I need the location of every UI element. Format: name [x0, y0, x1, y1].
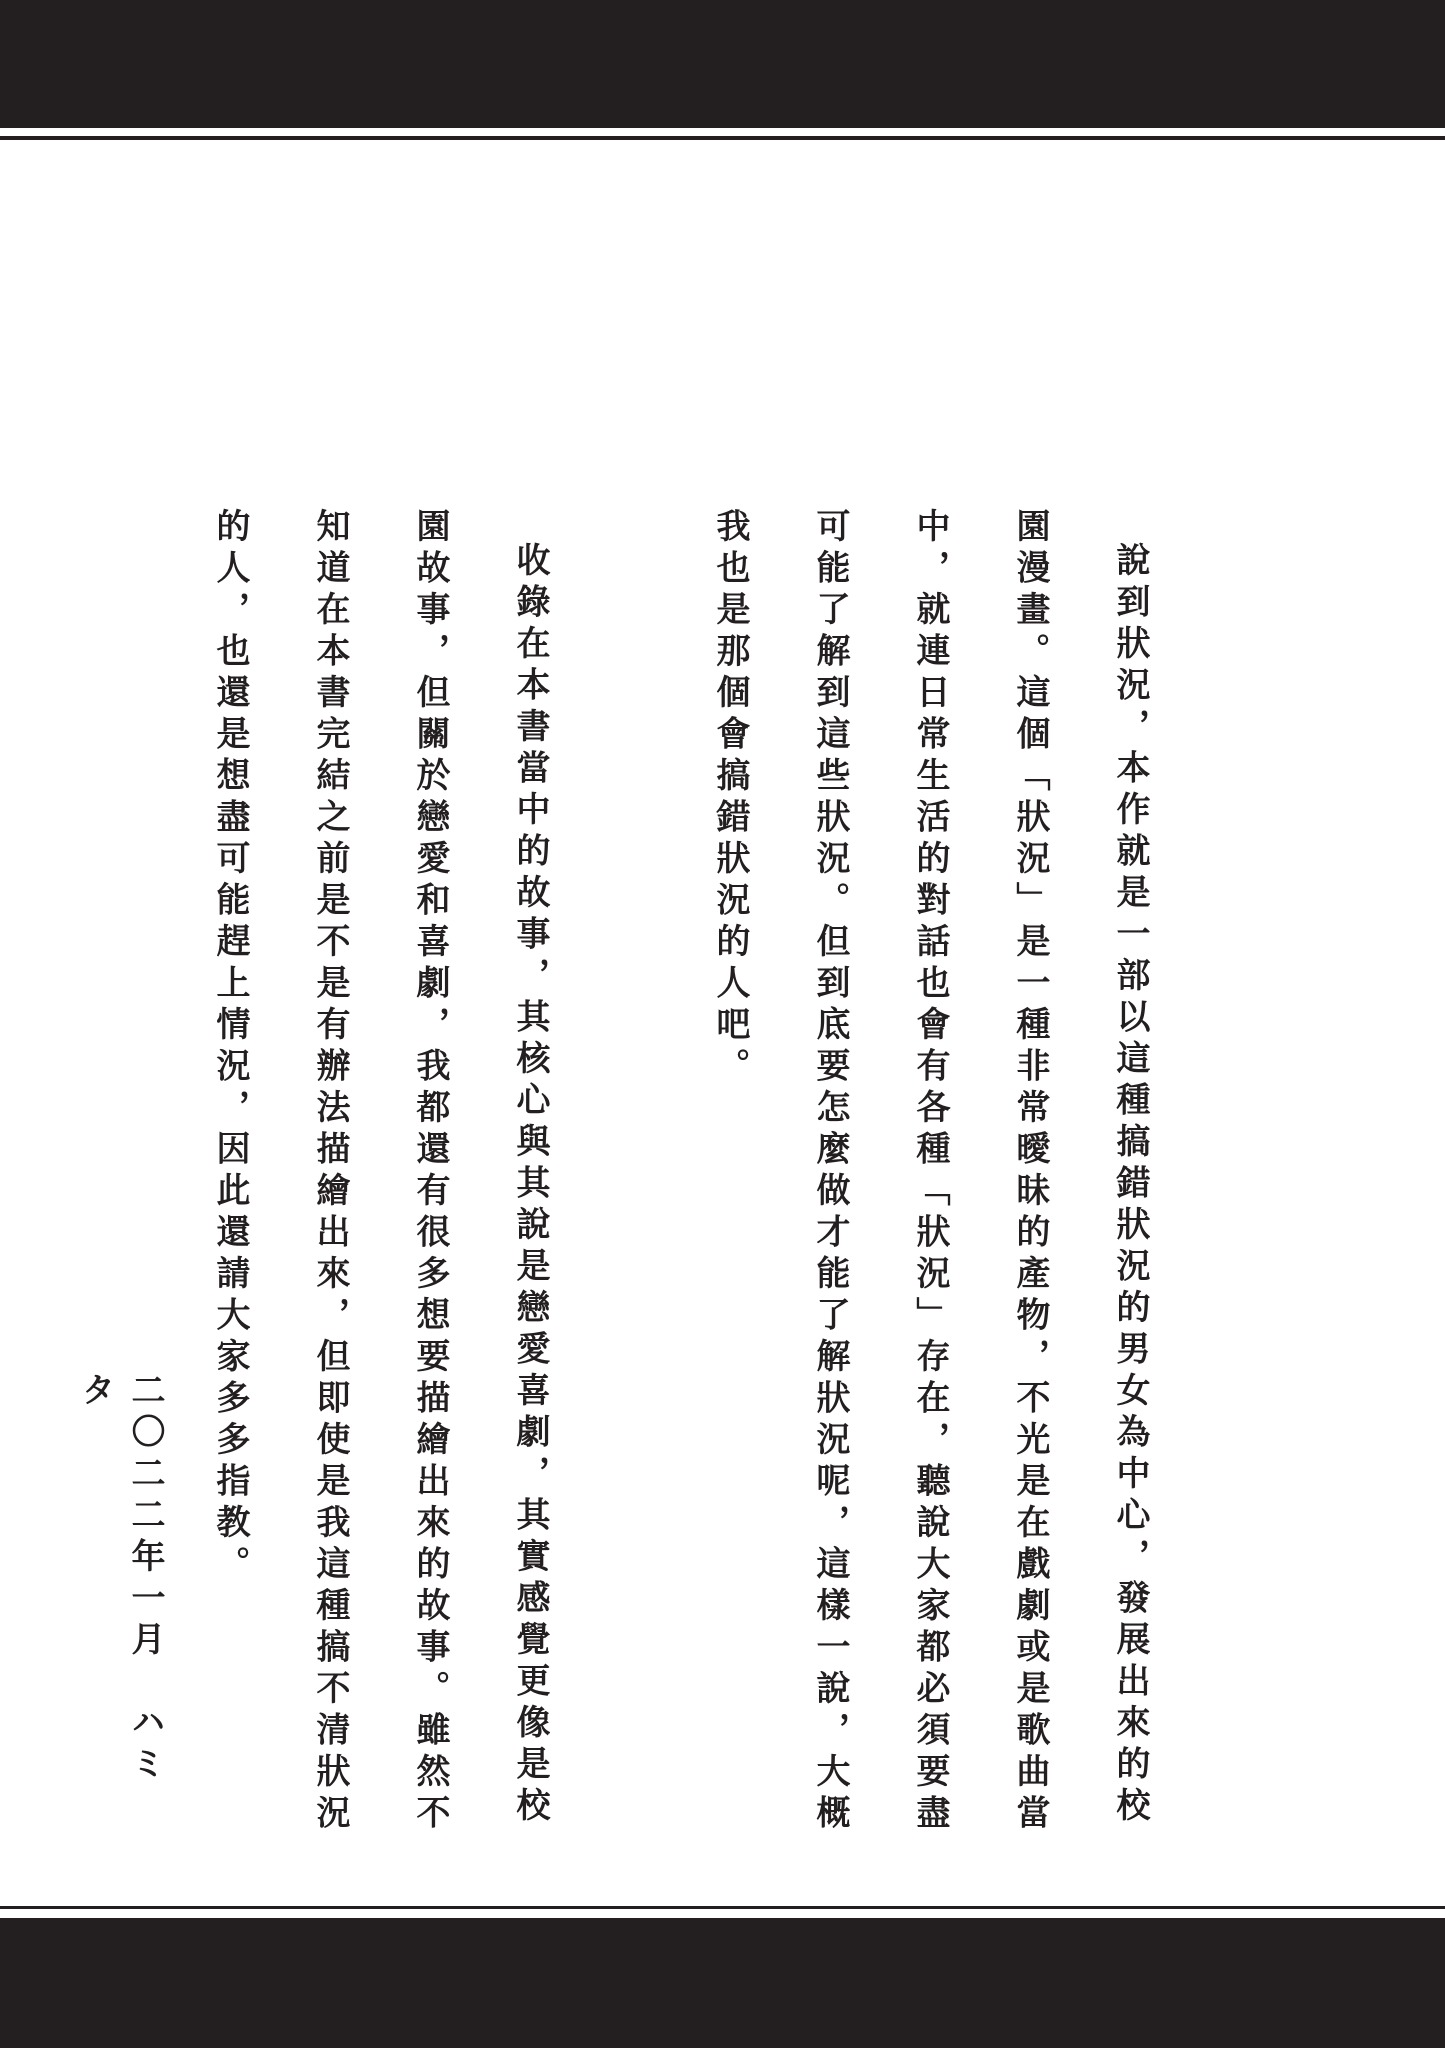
- date-and-author-signature: 二〇二二年一月 ハミタ: [75, 1372, 165, 1787]
- paragraph-spacer: [580, 508, 680, 1838]
- top-border-band: [0, 0, 1445, 128]
- afterword-text: [210, 508, 1180, 1838]
- afterword-paragraph-1: 說到狀況，本作就是一部以這種搞錯狀況的男女為中心，發展出來的校園漫畫。這個「狀況」是一種非常曖昧的產物，不光是在戲劇或是歌曲當中，就連日常生活的對話也會有各種「狀況」存在，聽說大家都必須要盡可能了解到這些狀況。但到底要怎麼做才能了解狀況呢，這樣一說，大概我也是那個會搞錯狀況的人吧。: [710, 508, 1150, 1836]
- bottom-border-band: [0, 1918, 1445, 2048]
- bottom-border-rule: [0, 1906, 1445, 1909]
- top-border-rule: [0, 136, 1445, 140]
- afterword-paragraph-2: 收錄在本書當中的故事，其核心與其說是戀愛喜劇，其實感覺更像是校園故事，但關於戀愛和喜劇，我都還有很多想要描繪出來的故事。雖然不知道在本書完結之前是不是有辦法描繪出來，但即使是我這種搞不清狀況的人，也還是想盡可能趕上情況，因此還請大家多多指教。: [210, 508, 550, 1836]
